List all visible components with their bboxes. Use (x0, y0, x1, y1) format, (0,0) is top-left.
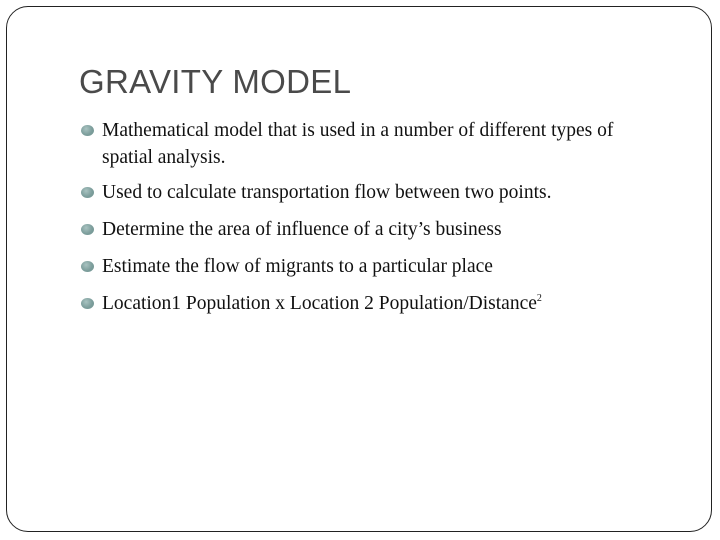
formula-text: Location1 Population x Location 2 Population/Distance (102, 293, 537, 314)
bullet-item (80, 117, 660, 171)
bullet-item (80, 253, 660, 280)
bullet-dot-icon (81, 224, 94, 235)
bullet-dot-icon (81, 261, 94, 272)
bullet-dot-icon (81, 125, 94, 136)
bullet-item (80, 179, 660, 206)
formula-exponent: 2 (536, 293, 542, 304)
bullet-text: Mathematical model that is used in a number of different types of spatial analysis. (102, 120, 614, 168)
bullet-text: Determine the area of influence of a city’s business (102, 219, 502, 240)
bullet-dot-icon (81, 298, 94, 309)
bullet-dot-icon (81, 187, 94, 198)
bullet-item-formula (80, 290, 660, 317)
bullet-item (80, 216, 660, 243)
bullet-text: Estimate the flow of migrants to a particular place (102, 256, 493, 277)
bullet-text: Used to calculate transportation flow between two points. (102, 182, 552, 203)
slide-title: GRAVITY MODEL (79, 63, 352, 100)
bullet-list (80, 117, 660, 327)
